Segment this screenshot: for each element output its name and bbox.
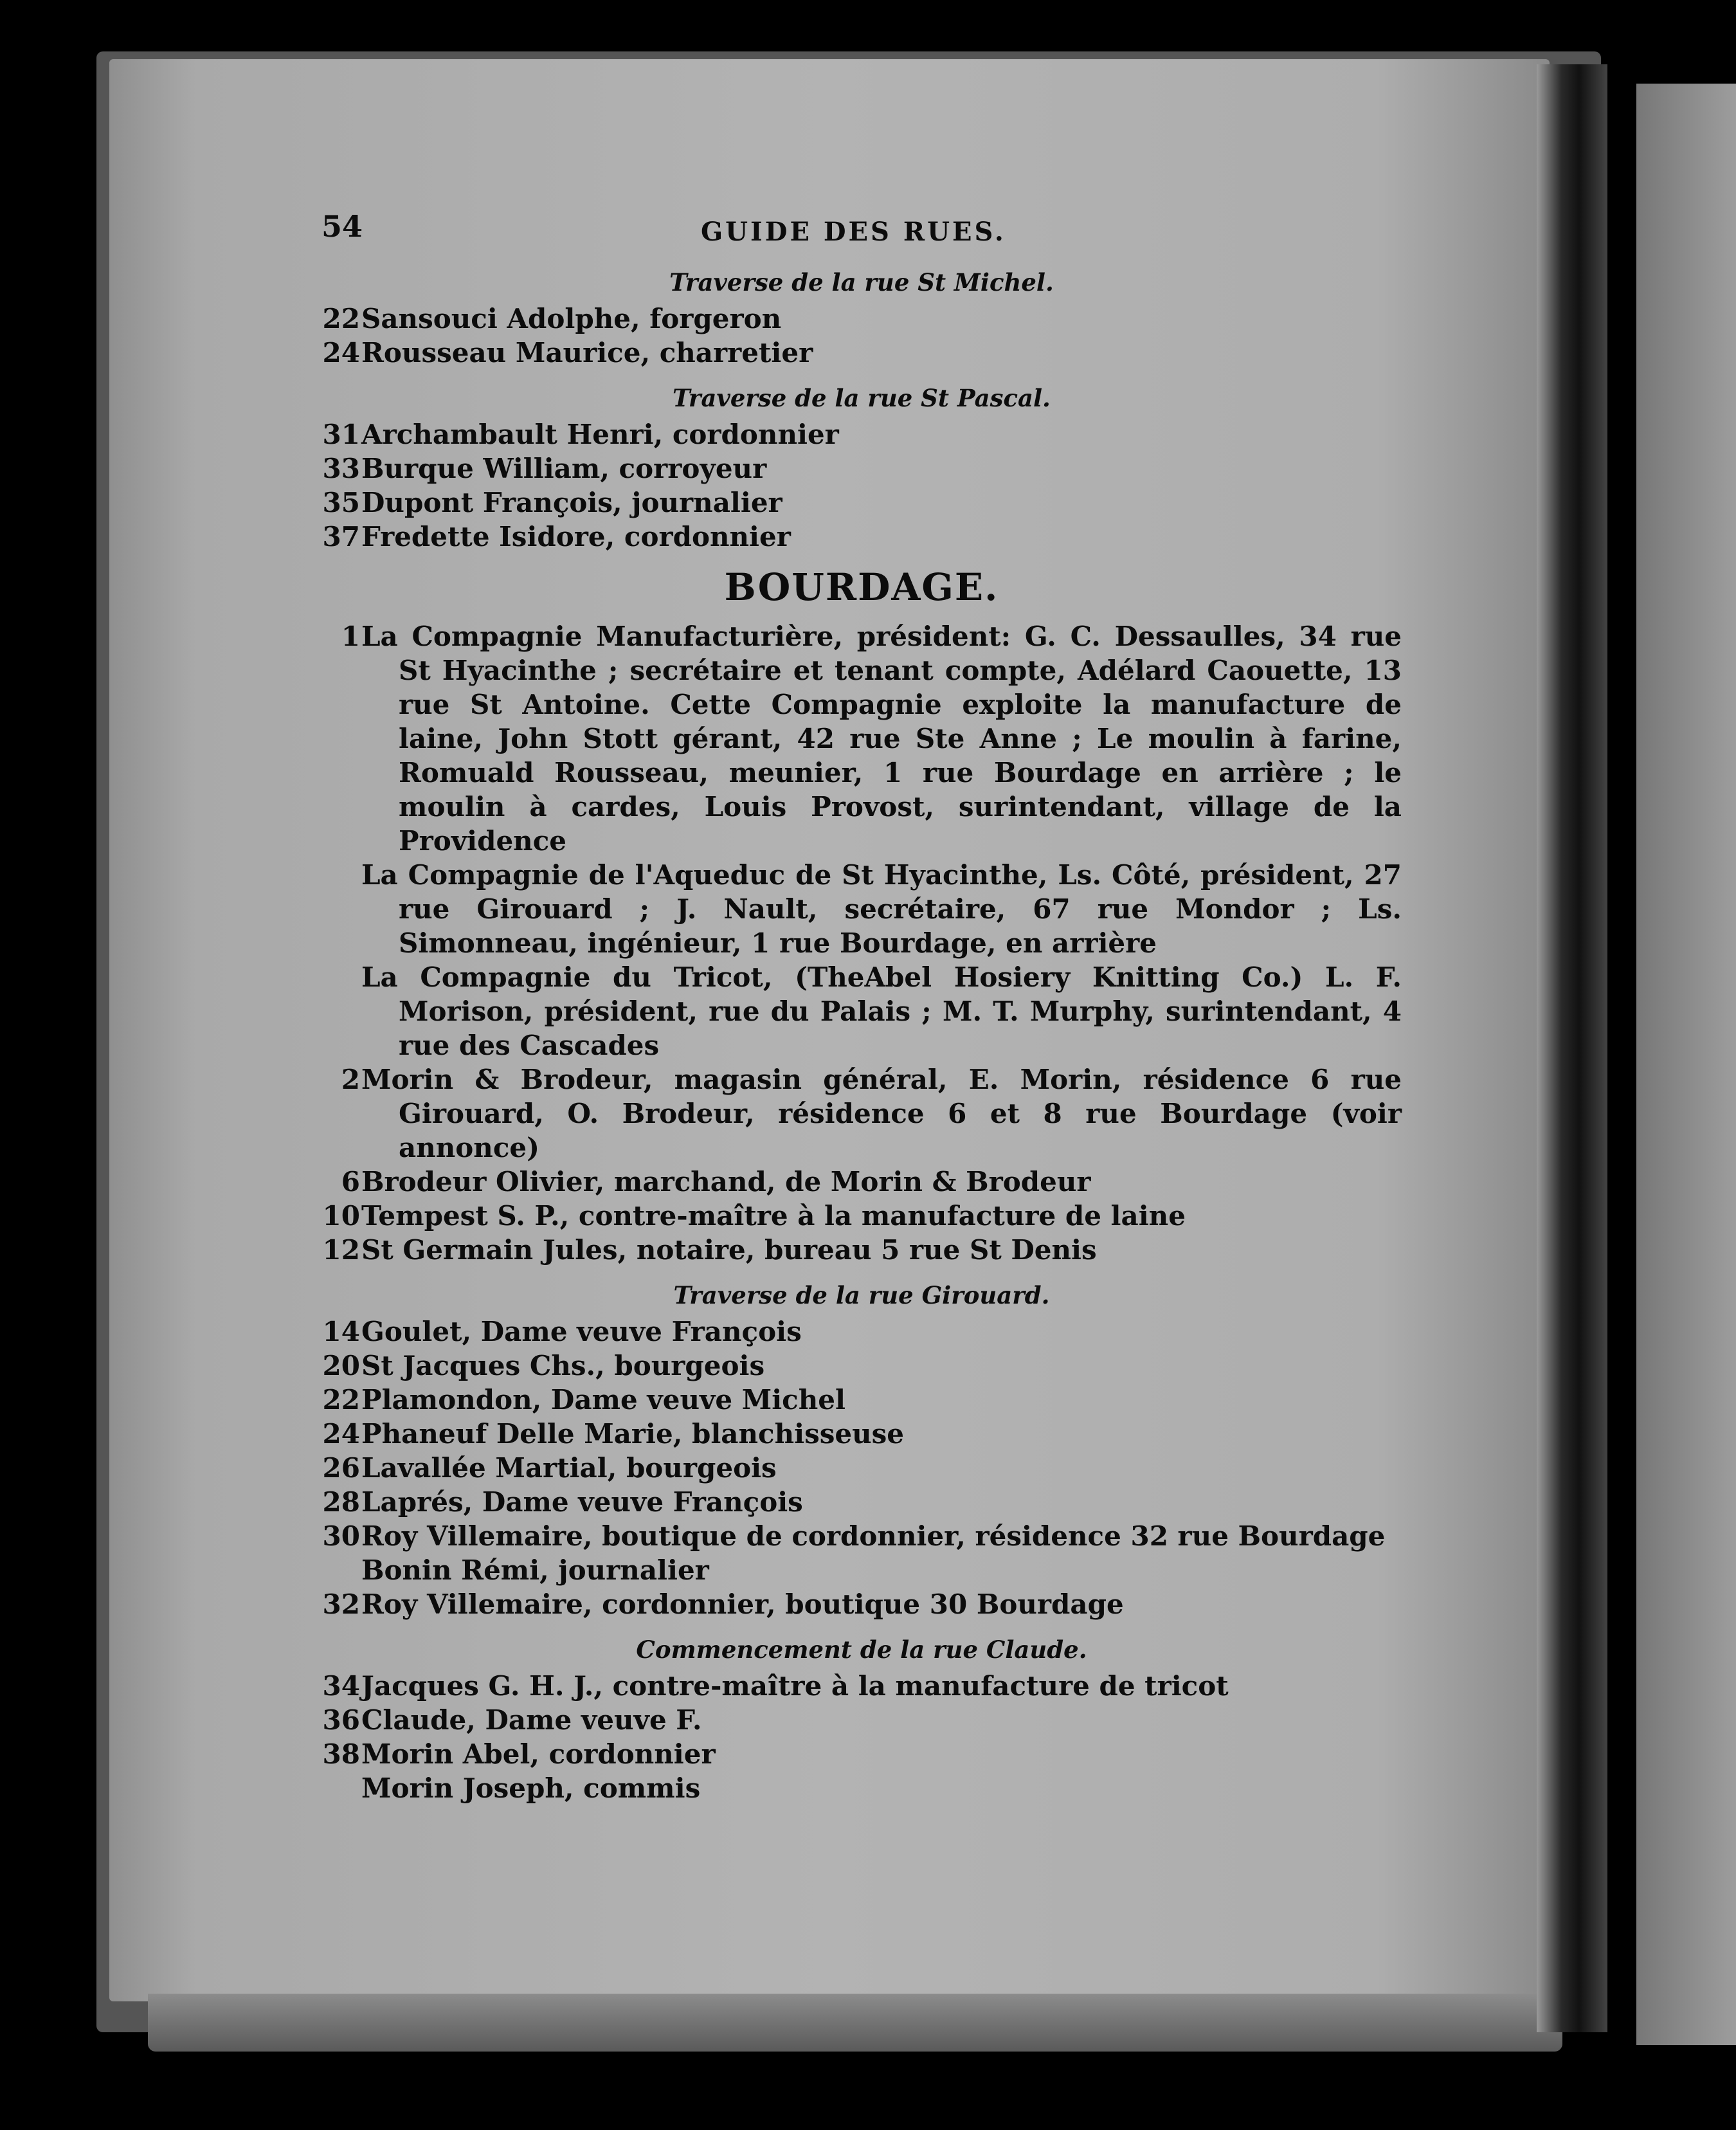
directory-entry: 24 Rousseau Maurice, charretier bbox=[322, 337, 813, 369]
directory-entry: Morin Joseph, commis bbox=[361, 1772, 701, 1804]
directory-entry: 22 Plamondon, Dame veuve Michel bbox=[322, 1384, 845, 1415]
directory-entry: 36 Claude, Dame veuve F. bbox=[322, 1704, 702, 1736]
directory-entry: 31 Archambault Henri, cordonnier bbox=[322, 419, 839, 450]
book-title: GUIDE DES RUES. bbox=[701, 217, 1006, 247]
directory-entry: 22 Sansouci Adolphe, forgeron bbox=[322, 303, 782, 334]
facing-page-edge bbox=[1636, 84, 1736, 2045]
directory-entry: Bonin Rémi, journalier bbox=[361, 1554, 709, 1586]
directory-entry: 12 St Germain Jules, notaire, bureau 5 rue St Denis bbox=[322, 1234, 1097, 1266]
directory-entry: 33 Burque William, corroyeur bbox=[322, 453, 767, 484]
directory-entry: La Compagnie du Tricot, (TheAbel Hosiery Knitting Co.) L. F. Morison, président, rue du Palais ; M. T. Murphy, surintendant, 4 rue des Cascades bbox=[361, 961, 1402, 1061]
directory-entry: 34 Jacques G. H. J., contre-maître à la manufacture de tricot bbox=[322, 1670, 1229, 1702]
page-number: 54 bbox=[321, 209, 363, 244]
directory-entry: 10 Tempest S. P., contre-maître à la manufacture de laine bbox=[322, 1200, 1186, 1232]
book-gutter bbox=[1537, 64, 1607, 2032]
street-heading: BOURDAGE. bbox=[724, 565, 999, 609]
section-caption: Commencement de la rue Claude. bbox=[636, 1635, 1087, 1664]
page-edges bbox=[148, 1994, 1562, 2052]
section-caption: Traverse de la rue St Pascal. bbox=[673, 384, 1051, 412]
directory-entry: 20 St Jacques Chs., bourgeois bbox=[322, 1350, 765, 1381]
directory-entry: 28 Laprés, Dame veuve François bbox=[322, 1486, 803, 1518]
directory-entry: 37 Fredette Isidore, cordonnier bbox=[322, 521, 791, 552]
directory-entry: 2 Morin & Brodeur, magasin général, E. Morin, résidence 6 rue Girouard, O. Brodeur, résidence 6 et 8 rue Bourdage (voir annonce) bbox=[341, 1064, 1402, 1163]
directory-entry: 6 Brodeur Olivier, marchand, de Morin & Brodeur bbox=[341, 1166, 1091, 1197]
directory-entry: 14 Goulet, Dame veuve François bbox=[322, 1316, 802, 1347]
directory-entry: 38 Morin Abel, cordonnier bbox=[322, 1738, 716, 1770]
directory-entry: La Compagnie de l'Aqueduc de St Hyacinthe, Ls. Côté, président, 27 rue Girouard ; J. Nault, secrétaire, 67 rue Mondor ; Ls. Simonneau, ingénieur, 1 rue Bourdage, en arrière bbox=[361, 859, 1402, 959]
directory-entry: 32 Roy Villemaire, cordonnier, boutique 30 Bourdage bbox=[322, 1588, 1124, 1620]
directory-entry: 35 Dupont François, journalier bbox=[322, 487, 782, 518]
directory-entry: 24 Phaneuf Delle Marie, blanchisseuse bbox=[322, 1418, 905, 1450]
directory-entry: 1 La Compagnie Manufacturière, président: G. C. Dessaulles, 34 rue St Hyacinthe ; secrétaire et tenant compte, Adélard Caouette, 13 rue St Antoine. Cette Compagnie exploite la manufacture de laine, John Stott gérant, 42 rue Ste Anne ; Le moulin à farine, Romuald Rousseau, meunier, 1 rue Bourdage en arrière ; le moulin à cardes, Louis Provost, surintendant, village de la Providence bbox=[341, 621, 1402, 857]
directory-entry: 26 Lavallée Martial, bourgeois bbox=[322, 1452, 777, 1484]
running-head bbox=[321, 209, 1402, 254]
directory-entry: 30 Roy Villemaire, boutique de cordonnier, résidence 32 rue Bourdage bbox=[322, 1520, 1386, 1552]
section-caption: Traverse de la rue St Michel. bbox=[669, 268, 1054, 296]
page-content bbox=[321, 209, 1402, 1805]
section-caption: Traverse de la rue Girouard. bbox=[673, 1281, 1050, 1309]
